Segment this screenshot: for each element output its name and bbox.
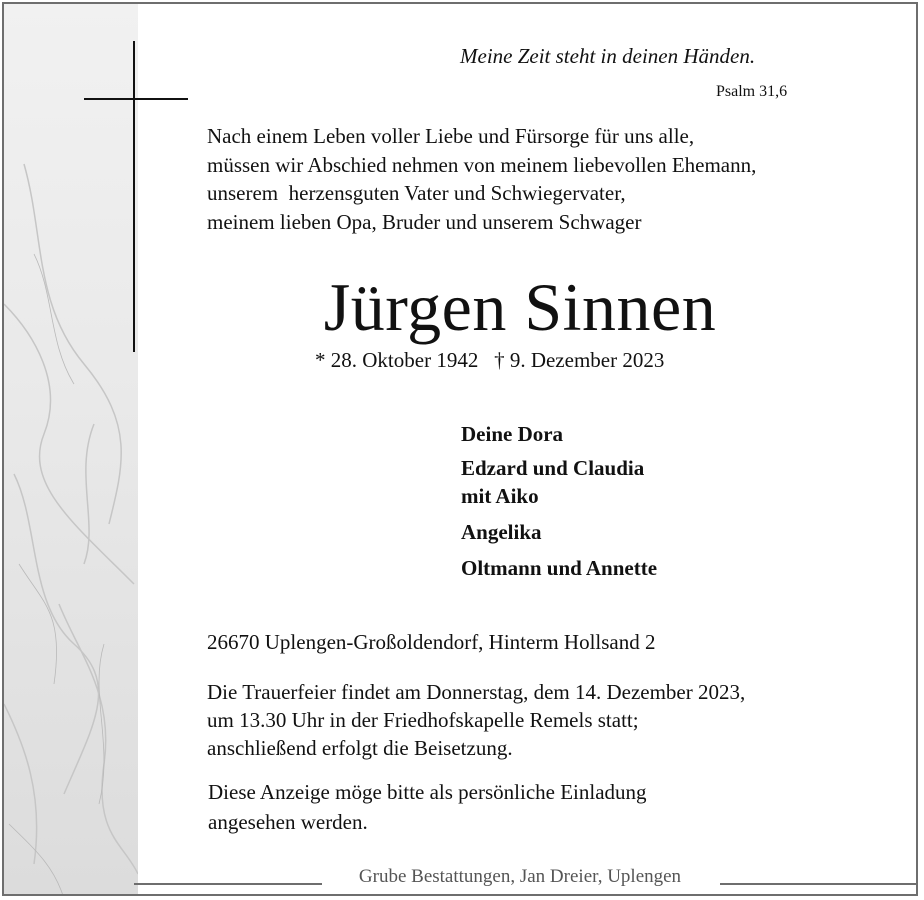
service-line: anschließend erfolgt die Beisetzung. [207,736,513,760]
note-line: angesehen werden. [208,810,368,834]
funeral-home-credit: Grube Bestattungen, Jan Dreier, Uplengen [358,866,682,887]
address: 26670 Uplengen-Großoldendorf, Hinterm Hollsand 2 [207,630,656,654]
intro-line: meinem lieben Opa, Bruder und unserem Schwager [207,209,642,234]
invitation-note [208,777,647,837]
mourner-entry: Oltmann und Annette [461,556,658,580]
life-dates: * 28. Oktober 1942 † 9. Dezember 2023 [315,348,665,372]
deceased-name: Jürgen Sinnen [323,269,717,345]
service-line: um 13.30 Uhr in der Friedhofskapelle Remels statt; [207,708,639,732]
mourner-entry: Deine Dora [461,422,564,446]
mourner-entry: mit Aiko [461,484,539,508]
motto-reference: Psalm 31,6 [716,83,788,100]
cross-icon-bar [84,98,188,100]
note-line: Diese Anzeige möge bitte als persönliche Einladung [208,780,647,804]
intro-line: Nach einem Leben voller Liebe und Fürsorge für uns alle, [207,124,695,148]
marble-texture [4,4,138,894]
mourner-entry: Edzard und Claudia [461,456,645,480]
intro-line: unserem herzensguten Vater und Schwiegervater, [207,181,626,205]
service-info [207,678,745,762]
mourner-entry: Angelika [461,520,542,544]
motto-text: Meine Zeit steht in deinen Händen. [460,44,756,68]
intro-text [207,122,756,236]
service-line: Die Trauerfeier findet am Donnerstag, dem 14. Dezember 2023, [207,680,746,704]
marble-veins [4,4,138,896]
intro-line: müssen wir Abschied nehmen von meinem liebevollen Ehemann, [207,152,757,177]
